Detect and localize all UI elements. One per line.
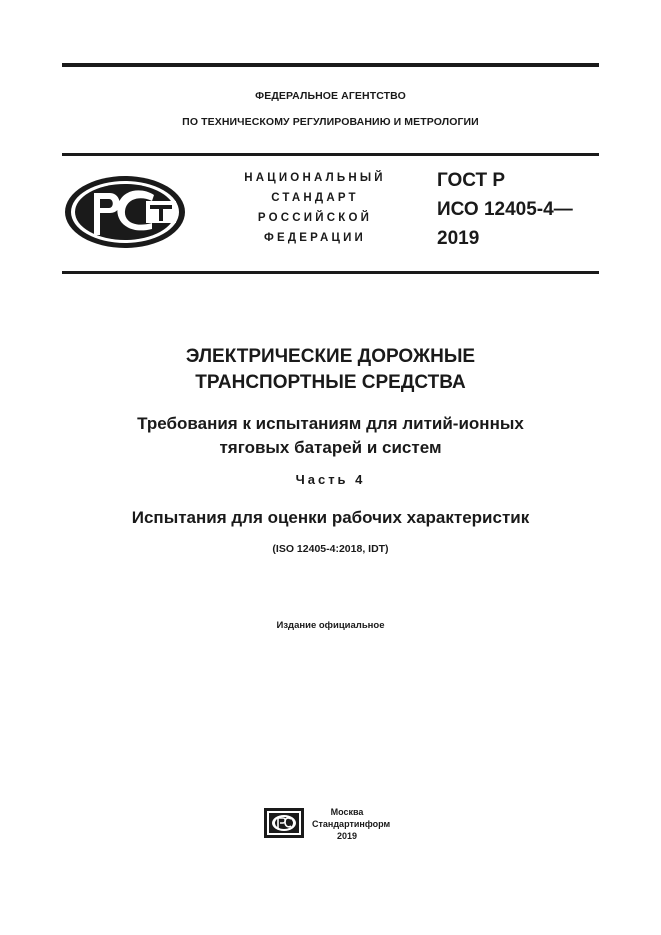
rst-gost-logo <box>62 173 190 251</box>
document-title-line-1: ЭЛЕКТРИЧЕСКИЕ ДОРОЖНЫЕ <box>185 346 476 367</box>
publisher-city: Москва <box>330 807 364 817</box>
standartinform-logo <box>264 808 304 838</box>
agency-line-1: ФЕДЕРАЛЬНОЕ АГЕНТСТВО <box>255 90 406 102</box>
standartinform-logo-icon <box>264 808 304 838</box>
standard-block-bottom-rule <box>62 271 599 274</box>
edition-note: Издание официальное <box>276 620 385 631</box>
rst-gost-logo-icon <box>62 173 190 251</box>
document-subtitle-line-1: Требования к испытаниям для литий-ионных <box>137 414 524 433</box>
part-label: Часть 4 <box>295 472 366 487</box>
part-title: Испытания для оценки рабочих характеристик <box>131 508 530 527</box>
iso-reference: (ISO 12405-4:2018, IDT) <box>272 543 389 555</box>
standard-code-line-2: ИСО 12405-4— <box>437 199 573 220</box>
standard-word-standard: СТАНДАРТ <box>271 192 359 204</box>
standard-block-top-rule <box>62 153 599 156</box>
standard-word-national: НАЦИОНАЛЬНЫЙ <box>244 172 386 184</box>
standard-word-federation: ФЕДЕРАЦИИ <box>263 232 367 244</box>
standard-code-line-1: ГОСТ Р <box>437 170 506 191</box>
top-rule <box>62 63 599 67</box>
publisher-year: 2019 <box>336 831 358 841</box>
document-subtitle-line-2: тяговых батарей и систем <box>219 438 442 457</box>
standard-code-line-3: 2019 <box>437 228 480 249</box>
agency-line-2: ПО ТЕХНИЧЕСКОМУ РЕГУЛИРОВАНИЮ И МЕТРОЛОГИИ <box>182 116 479 128</box>
publisher-name: Стандартинформ <box>312 819 391 829</box>
standard-word-russian: РОССИЙСКОЙ <box>257 212 373 224</box>
document-title-line-2: ТРАНСПОРТНЫЕ СРЕДСТВА <box>195 372 466 393</box>
